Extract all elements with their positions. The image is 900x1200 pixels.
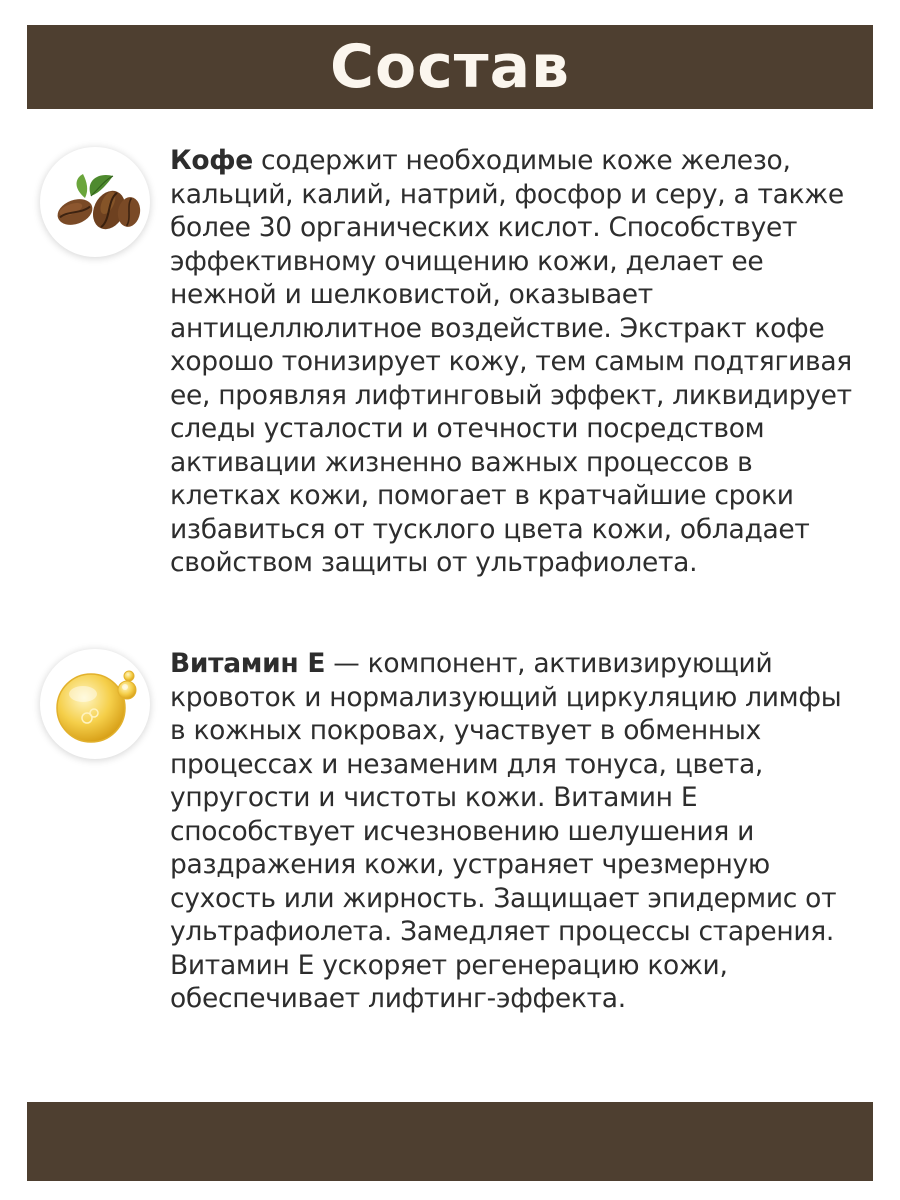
vitamin-e-term: Витамин Е	[170, 648, 326, 679]
coffee-text: содержит необходимые коже железо, кальций, калий, натрий, фосфор и серу, а также более 30 органических кислот. Способствует эффективному очищению кожи, делает ее нежной и шелковистой, оказывает антицеллюлитное воздействие. Экстракт кофе хорошо тонизирует кожу, тем самым подтягивая ее, проявляя лифтинговый эффект, ликвидирует следы усталости и отечности посредством активации жизненно важных процессов в клетках кожи, помогает в кратчайшие сроки избавиться от тусклого цвета кожи, обладает свойством защиты от ультрафиолета.	[170, 145, 852, 578]
vitamin-e-description	[170, 647, 860, 1016]
footer-bar	[27, 1102, 873, 1181]
coffee-term: Кофе	[170, 145, 253, 176]
header-bar	[27, 25, 873, 109]
coffee-beans-icon	[40, 147, 150, 257]
coffee-description	[170, 144, 860, 580]
vitamin-e-text: — компонент, активизирующий кровоток и нормализующий циркуляцию лимфы в кожных покровах, участвует в обменных процессах и незаменим для тонуса, цвета, упругости и чистоты кожи. Витамин Е способствует исчезновению шелушения и раздражения кожи, устраняет чрезмерную сухость или жирность. Защищает эпидермис от ультрафиолета. Замедляет процессы старения. Витамин Е ускоряет регенерацию кожи, обеспечивает лифтинг-эффекта.	[170, 648, 842, 1014]
page-title: Состав	[329, 32, 571, 102]
vitamin-e-oil-drop-icon	[40, 649, 150, 759]
